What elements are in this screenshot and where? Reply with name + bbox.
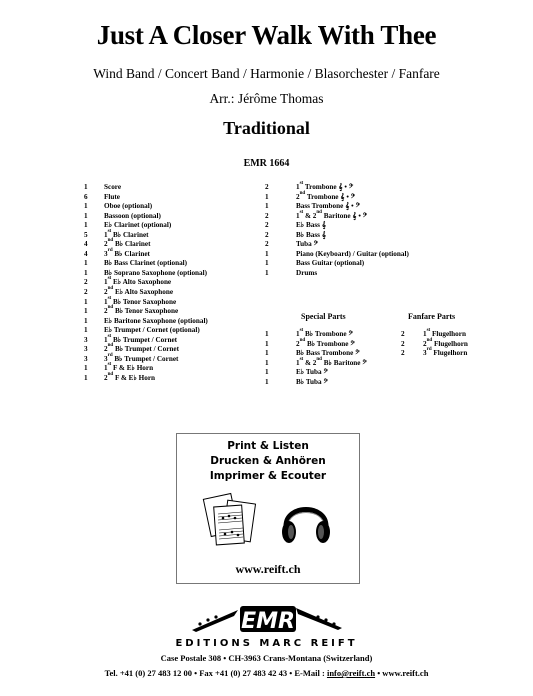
part-quantity: 2 (401, 330, 405, 338)
part-name: Flute (104, 192, 120, 201)
part-name: Bassoon (optional) (104, 211, 161, 220)
part-name: E♭ Tuba 𝄢 (296, 368, 328, 377)
publisher-contact (0, 668, 533, 678)
part-name: Bass Guitar (optional) (296, 259, 365, 268)
part-quantity: 2 (84, 278, 88, 287)
part-name: E♭ Clarinet (optional) (104, 221, 172, 230)
part-quantity: 1 (265, 377, 269, 386)
part-row (265, 190, 409, 203)
part-name: Piano (Keyboard) / Guitar (optional) (296, 249, 409, 258)
part-name: 1st & 2nd Baritone 𝄞 • 𝄢 (296, 209, 368, 220)
part-name: 1st Trombone 𝄞 • 𝄢 (296, 181, 354, 191)
part-row (84, 240, 208, 250)
part-quantity: 1 (84, 326, 88, 335)
part-row (84, 278, 208, 288)
special-parts-list (265, 330, 367, 387)
part-name: 2nd F & E♭ Horn (104, 371, 156, 382)
email-link[interactable]: info@reift.ch (326, 668, 376, 678)
part-row (84, 345, 208, 355)
part-name: E♭ Baritone Saxophone (optional) (104, 316, 208, 325)
part-quantity: 3 (84, 335, 88, 344)
part-quantity: 1 (265, 192, 269, 201)
part-quantity: 1 (265, 358, 269, 367)
part-name: 1st B♭ Tenor Saxophone (104, 295, 177, 306)
part-row (401, 337, 468, 350)
part-quantity: 2 (265, 240, 269, 249)
part-quantity: 1 (265, 202, 269, 211)
part-name: Drums (296, 268, 318, 277)
part-quantity: 1 (84, 202, 88, 211)
part-quantity: 2 (265, 183, 269, 191)
part-quantity: 1 (84, 307, 88, 316)
part-row (84, 228, 208, 241)
part-quantity: 1 (265, 259, 269, 268)
part-name: 3rd B♭ Clarinet (104, 247, 150, 258)
part-row (84, 269, 208, 279)
part-row (84, 364, 208, 374)
part-row (84, 212, 208, 222)
part-name: 2nd Trombone 𝄞 • 𝄢 (296, 190, 356, 201)
part-row (265, 250, 409, 260)
part-name: Score (104, 183, 122, 191)
part-row (265, 356, 367, 369)
arranger: Arr.: Jérôme Thomas (209, 91, 324, 106)
part-row (84, 317, 208, 327)
part-name: Bass Trombone 𝄞 • 𝄢 (296, 202, 361, 211)
part-name: 3rd Flugelhorn (423, 347, 468, 358)
part-quantity: 1 (84, 221, 88, 230)
part-row (265, 330, 367, 340)
part-quantity: 2 (401, 339, 405, 348)
part-name: 1st Flugelhorn (423, 328, 466, 338)
part-name: 1st B♭ Trumpet / Cornet (104, 333, 178, 344)
part-name: B♭ Bass Clarinet (optional) (104, 259, 188, 268)
promo-line-print-listen: Print & Listen (227, 440, 309, 452)
part-quantity: 1 (265, 368, 269, 377)
part-name: 2nd B♭ Trumpet / Cornet (104, 343, 179, 354)
part-quantity: 4 (84, 249, 88, 258)
part-row (84, 295, 208, 308)
part-quantity: 1 (84, 183, 88, 191)
catalog-code: EMR 1664 (243, 158, 290, 169)
subtitle: Wind Band / Concert Band / Harmonie / Blasorchester / Fanfare (93, 66, 440, 81)
page-title: Just A Closer Walk With Thee (96, 20, 437, 50)
part-row (265, 368, 367, 378)
website-link[interactable]: www.reift.ch (235, 562, 301, 576)
part-row (401, 330, 468, 340)
part-quantity: 2 (265, 230, 269, 239)
publisher-address: Case Postale 308 • CH-3963 Crans-Montana (Switzerland) (160, 653, 373, 663)
part-quantity: 1 (84, 373, 88, 382)
sheet-music-icon (201, 488, 267, 550)
part-name: 2nd E♭ Alto Saxophone (104, 286, 174, 297)
part-row (84, 288, 208, 298)
parts-list-left (84, 183, 208, 383)
part-quantity: 5 (84, 230, 88, 239)
part-row (84, 326, 208, 336)
part-name: 1st & 2nd B♭ Baritone 𝄢 (296, 356, 367, 367)
part-row (84, 247, 208, 260)
publisher-name: EDITIONS MARC REIFT (175, 638, 358, 649)
part-quantity: 6 (84, 192, 88, 201)
part-row (84, 202, 208, 212)
part-row (265, 240, 409, 250)
part-name: 3rd B♭ Trumpet / Cornet (104, 352, 179, 363)
special-parts-heading: Special Parts (301, 312, 346, 321)
part-quantity: 1 (265, 349, 269, 358)
part-quantity: 1 (84, 364, 88, 373)
part-quantity: 1 (265, 330, 269, 338)
part-name: 1st B♭ Trombone 𝄢 (296, 328, 353, 338)
part-name: Tuba 𝄢 (296, 240, 319, 249)
part-row (265, 337, 367, 350)
part-name: 1st B♭ Clarinet (104, 228, 149, 239)
part-quantity: 2 (84, 288, 88, 297)
part-name: B♭ Bass Trombone 𝄢 (296, 349, 360, 358)
emr-logo (178, 600, 356, 638)
part-row (84, 221, 208, 231)
part-row (401, 349, 468, 359)
part-row (265, 221, 409, 231)
part-name: E♭ Trumpet / Cornet (optional) (104, 326, 200, 335)
fanfare-parts-list (401, 330, 468, 359)
part-quantity: 1 (84, 268, 88, 277)
part-row (265, 231, 409, 241)
part-row (84, 352, 208, 365)
part-quantity: 1 (84, 316, 88, 325)
part-row (265, 209, 409, 222)
part-name: E♭ Bass 𝄞 (296, 221, 327, 230)
part-row (84, 307, 208, 317)
promo-line-imprimer: Imprimer & Ecouter (209, 470, 327, 482)
part-quantity: 1 (84, 211, 88, 220)
part-name: 1st F & E♭ Horn (104, 362, 154, 373)
part-row (265, 269, 409, 279)
part-row (265, 259, 409, 269)
part-quantity: 2 (265, 211, 269, 220)
composer: Traditional (223, 118, 310, 138)
part-name: 2nd B♭ Clarinet (104, 238, 151, 249)
part-quantity: 1 (265, 339, 269, 348)
part-name: B♭ Tuba 𝄢 (296, 377, 328, 386)
part-name: B♭ Soprano Saxophone (optional) (104, 268, 208, 277)
part-quantity: 3 (84, 345, 88, 354)
part-row (84, 259, 208, 269)
part-name: 1st E♭ Alto Saxophone (104, 276, 172, 287)
part-name: Oboe (optional) (104, 202, 153, 211)
part-name: 2nd B♭ Tenor Saxophone (104, 305, 179, 316)
part-row (265, 378, 367, 388)
part-row (265, 183, 409, 193)
part-row (84, 183, 208, 193)
fanfare-parts-heading: Fanfare Parts (408, 312, 456, 321)
contact-phone-fax: Tel. +41 (0) 27 483 12 00 • Fax +41 (0) 27 483 42 43 • E-Mail : (104, 668, 327, 678)
part-quantity: 1 (265, 249, 269, 258)
print-listen-box (176, 433, 360, 584)
part-row (84, 333, 208, 346)
part-quantity: 3 (84, 354, 88, 363)
part-quantity: 2 (401, 349, 405, 358)
part-quantity: 1 (265, 268, 269, 277)
part-row (265, 202, 409, 212)
part-name: 2nd B♭ Trombone 𝄢 (296, 337, 355, 348)
part-quantity: 2 (265, 221, 269, 230)
part-row (84, 193, 208, 203)
part-quantity: 1 (84, 259, 88, 268)
svg-text:EMR: EMR (241, 609, 295, 634)
part-row (84, 371, 208, 384)
promo-line-drucken: Drucken & Anhören (210, 455, 326, 467)
part-quantity: 1 (84, 297, 88, 306)
parts-list-right (265, 183, 409, 278)
contact-website: • www.reift.ch (375, 668, 429, 678)
part-name: B♭ Bass 𝄞 (296, 230, 327, 239)
headphones-icon (277, 492, 335, 550)
part-quantity: 4 (84, 240, 88, 249)
part-name: 2nd Flugelhorn (423, 337, 468, 348)
